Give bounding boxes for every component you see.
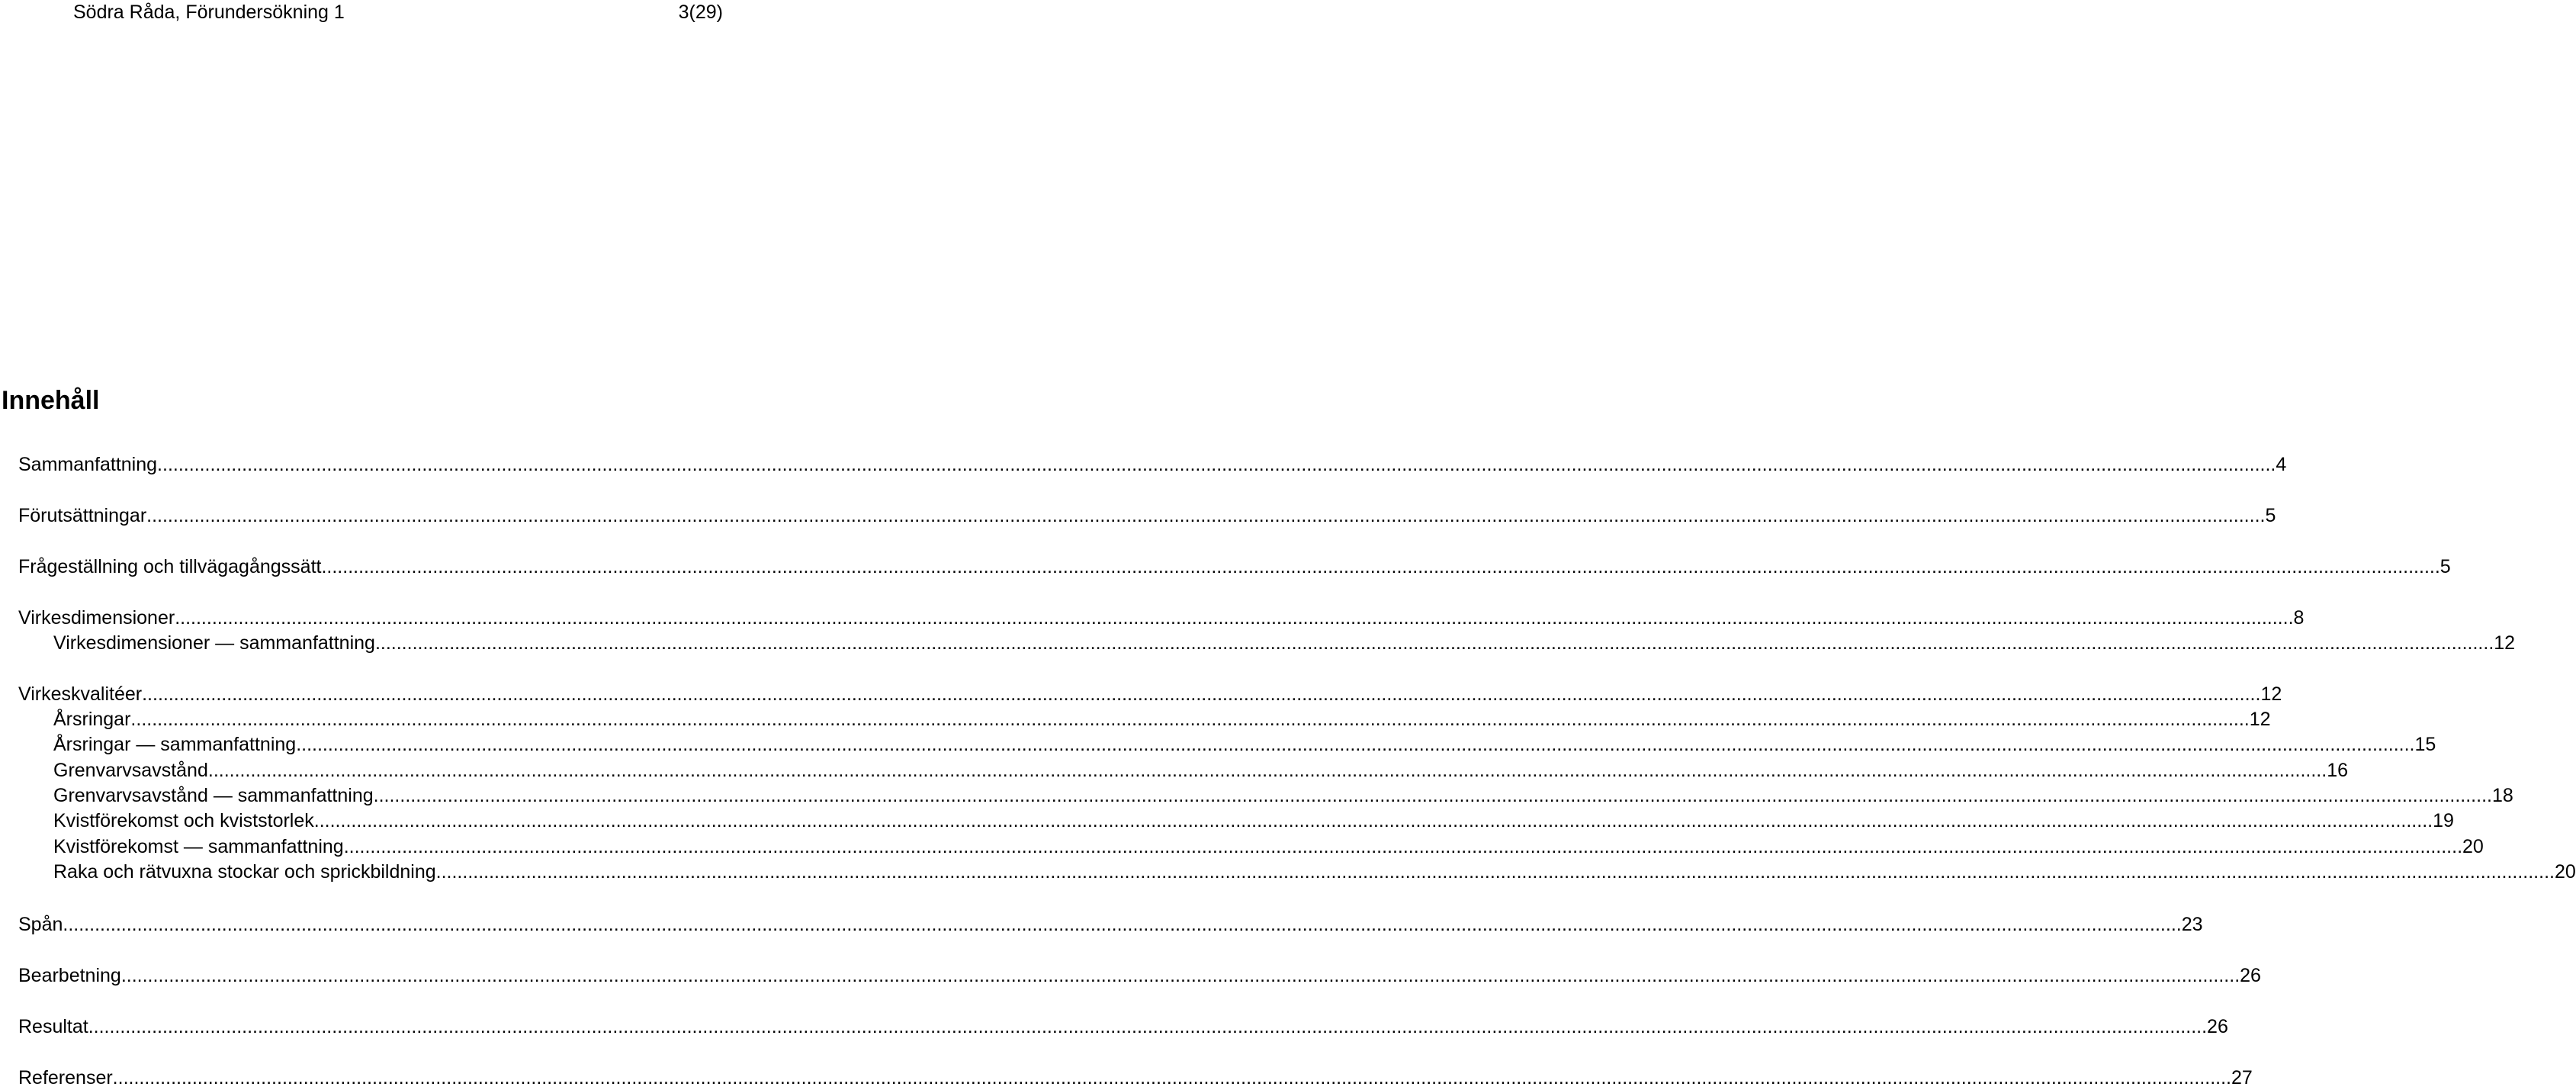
toc-entry-page: 12 <box>2494 632 2516 654</box>
toc-entry-label: Förutsättningar <box>18 505 147 526</box>
toc-entry[interactable] <box>53 809 2454 833</box>
toc-entry-label: Sammanfattning <box>18 454 158 475</box>
toc-entry[interactable] <box>53 783 2513 808</box>
toc-entry[interactable] <box>18 1066 2253 1090</box>
toc-entry-label: Årsringar — sammanfattning <box>53 734 297 755</box>
toc-entry[interactable] <box>53 758 2349 783</box>
page-number: 3(29) <box>678 2 723 23</box>
toc-entry-page: 5 <box>2265 505 2276 526</box>
toc-entry-label: Kvistförekomst och kviststorlek <box>53 810 314 831</box>
toc-entry-page: 20 <box>2462 836 2484 857</box>
toc-entry-page: 26 <box>2240 965 2261 986</box>
toc-entry-page: 20 <box>2554 861 2576 883</box>
toc-entry-label: Referenser <box>18 1067 113 1088</box>
toc-dot-leader: ................................................................................................................................................................................................................................................................................................................................................................................................................ <box>435 861 2555 883</box>
toc-entry-label: Grenvarvsavstånd <box>53 760 208 781</box>
toc-heading: Innehåll <box>2 386 100 415</box>
toc-entry[interactable] <box>18 912 2203 937</box>
toc-entry-label: Virkesdimensioner <box>18 607 175 629</box>
toc-entry-page: 15 <box>2414 734 2436 755</box>
toc-entry-label: Raka och rätvuxna stockar och sprickbildning <box>53 861 436 883</box>
toc-dot-leader: ................................................................................................................................................................................................................................................................................................................................................................................................................ <box>120 965 2240 986</box>
toc-dot-leader: ................................................................................................................................................................................................................................................................................................................................................................................................................ <box>374 632 2494 654</box>
toc-entry[interactable] <box>53 707 2271 731</box>
toc-entry[interactable] <box>18 606 2305 630</box>
document-title: Södra Råda, Förundersökning 1 <box>73 2 345 23</box>
toc-entry[interactable] <box>18 452 2287 477</box>
toc-entry-label: Frågeställning och tillvägagångssätt <box>18 556 322 577</box>
toc-dot-leader: ................................................................................................................................................................................................................................................................................................................................................................................................................ <box>142 683 2261 705</box>
toc-entry-label: Virkeskvalitéer <box>18 683 143 705</box>
toc-entry-page: 12 <box>2260 683 2282 705</box>
toc-entry-page: 5 <box>2439 556 2451 577</box>
toc-entry-label: Grenvarvsavstånd — sammanfattning <box>53 785 374 806</box>
toc-entry-page: 23 <box>2181 914 2203 935</box>
toc-entry-page: 27 <box>2231 1067 2253 1088</box>
toc-entry-page: 26 <box>2207 1016 2228 1037</box>
toc-entry-page: 12 <box>2249 709 2271 730</box>
toc-dot-leader: ................................................................................................................................................................................................................................................................................................................................................................................................................ <box>112 1067 2231 1088</box>
toc-entry[interactable] <box>53 834 2484 859</box>
toc-dot-leader: ................................................................................................................................................................................................................................................................................................................................................................................................................ <box>88 1016 2208 1037</box>
toc-dot-leader: ................................................................................................................................................................................................................................................................................................................................................................................................................ <box>343 836 2463 857</box>
toc-entry[interactable] <box>53 860 2576 884</box>
toc-dot-leader: ................................................................................................................................................................................................................................................................................................................................................................................................................ <box>313 810 2433 831</box>
toc-entry[interactable] <box>18 555 2451 579</box>
toc-entry[interactable] <box>18 963 2261 988</box>
toc-dot-leader: ................................................................................................................................................................................................................................................................................................................................................................................................................ <box>157 454 2276 475</box>
toc-dot-leader: ................................................................................................................................................................................................................................................................................................................................................................................................................ <box>63 914 2182 935</box>
toc-dot-leader: ................................................................................................................................................................................................................................................................................................................................................................................................................ <box>321 556 2440 577</box>
toc-entry-label: Resultat <box>18 1016 88 1037</box>
toc-dot-leader: ................................................................................................................................................................................................................................................................................................................................................................................................................ <box>373 785 2492 806</box>
toc-entry[interactable] <box>53 631 2516 655</box>
toc-dot-leader: ................................................................................................................................................................................................................................................................................................................................................................................................................ <box>296 734 2415 755</box>
toc-entry-page: 19 <box>2433 810 2454 831</box>
toc-entry[interactable] <box>18 503 2276 528</box>
toc-entry-label: Bearbetning <box>18 965 121 986</box>
toc-entry-label: Spån <box>18 914 63 935</box>
toc-entry-page: 4 <box>2276 454 2287 475</box>
toc-dot-leader: ................................................................................................................................................................................................................................................................................................................................................................................................................ <box>207 760 2327 781</box>
toc-entry[interactable] <box>53 732 2436 757</box>
toc-entry-page: 8 <box>2293 607 2305 629</box>
toc-dot-leader: ................................................................................................................................................................................................................................................................................................................................................................................................................ <box>175 607 2294 629</box>
toc-entry[interactable] <box>18 682 2282 706</box>
toc-dot-leader: ................................................................................................................................................................................................................................................................................................................................................................................................................ <box>146 505 2266 526</box>
toc-entry-page: 18 <box>2491 785 2513 806</box>
toc-entry-label: Virkesdimensioner — sammanfattning <box>53 632 375 654</box>
toc-entry-page: 16 <box>2327 760 2349 781</box>
toc-entry[interactable] <box>18 1014 2228 1039</box>
toc-entry-label: Kvistförekomst — sammanfattning <box>53 836 344 857</box>
toc-dot-leader: ................................................................................................................................................................................................................................................................................................................................................................................................................ <box>130 709 2250 730</box>
toc-entry-label: Årsringar <box>53 709 131 730</box>
